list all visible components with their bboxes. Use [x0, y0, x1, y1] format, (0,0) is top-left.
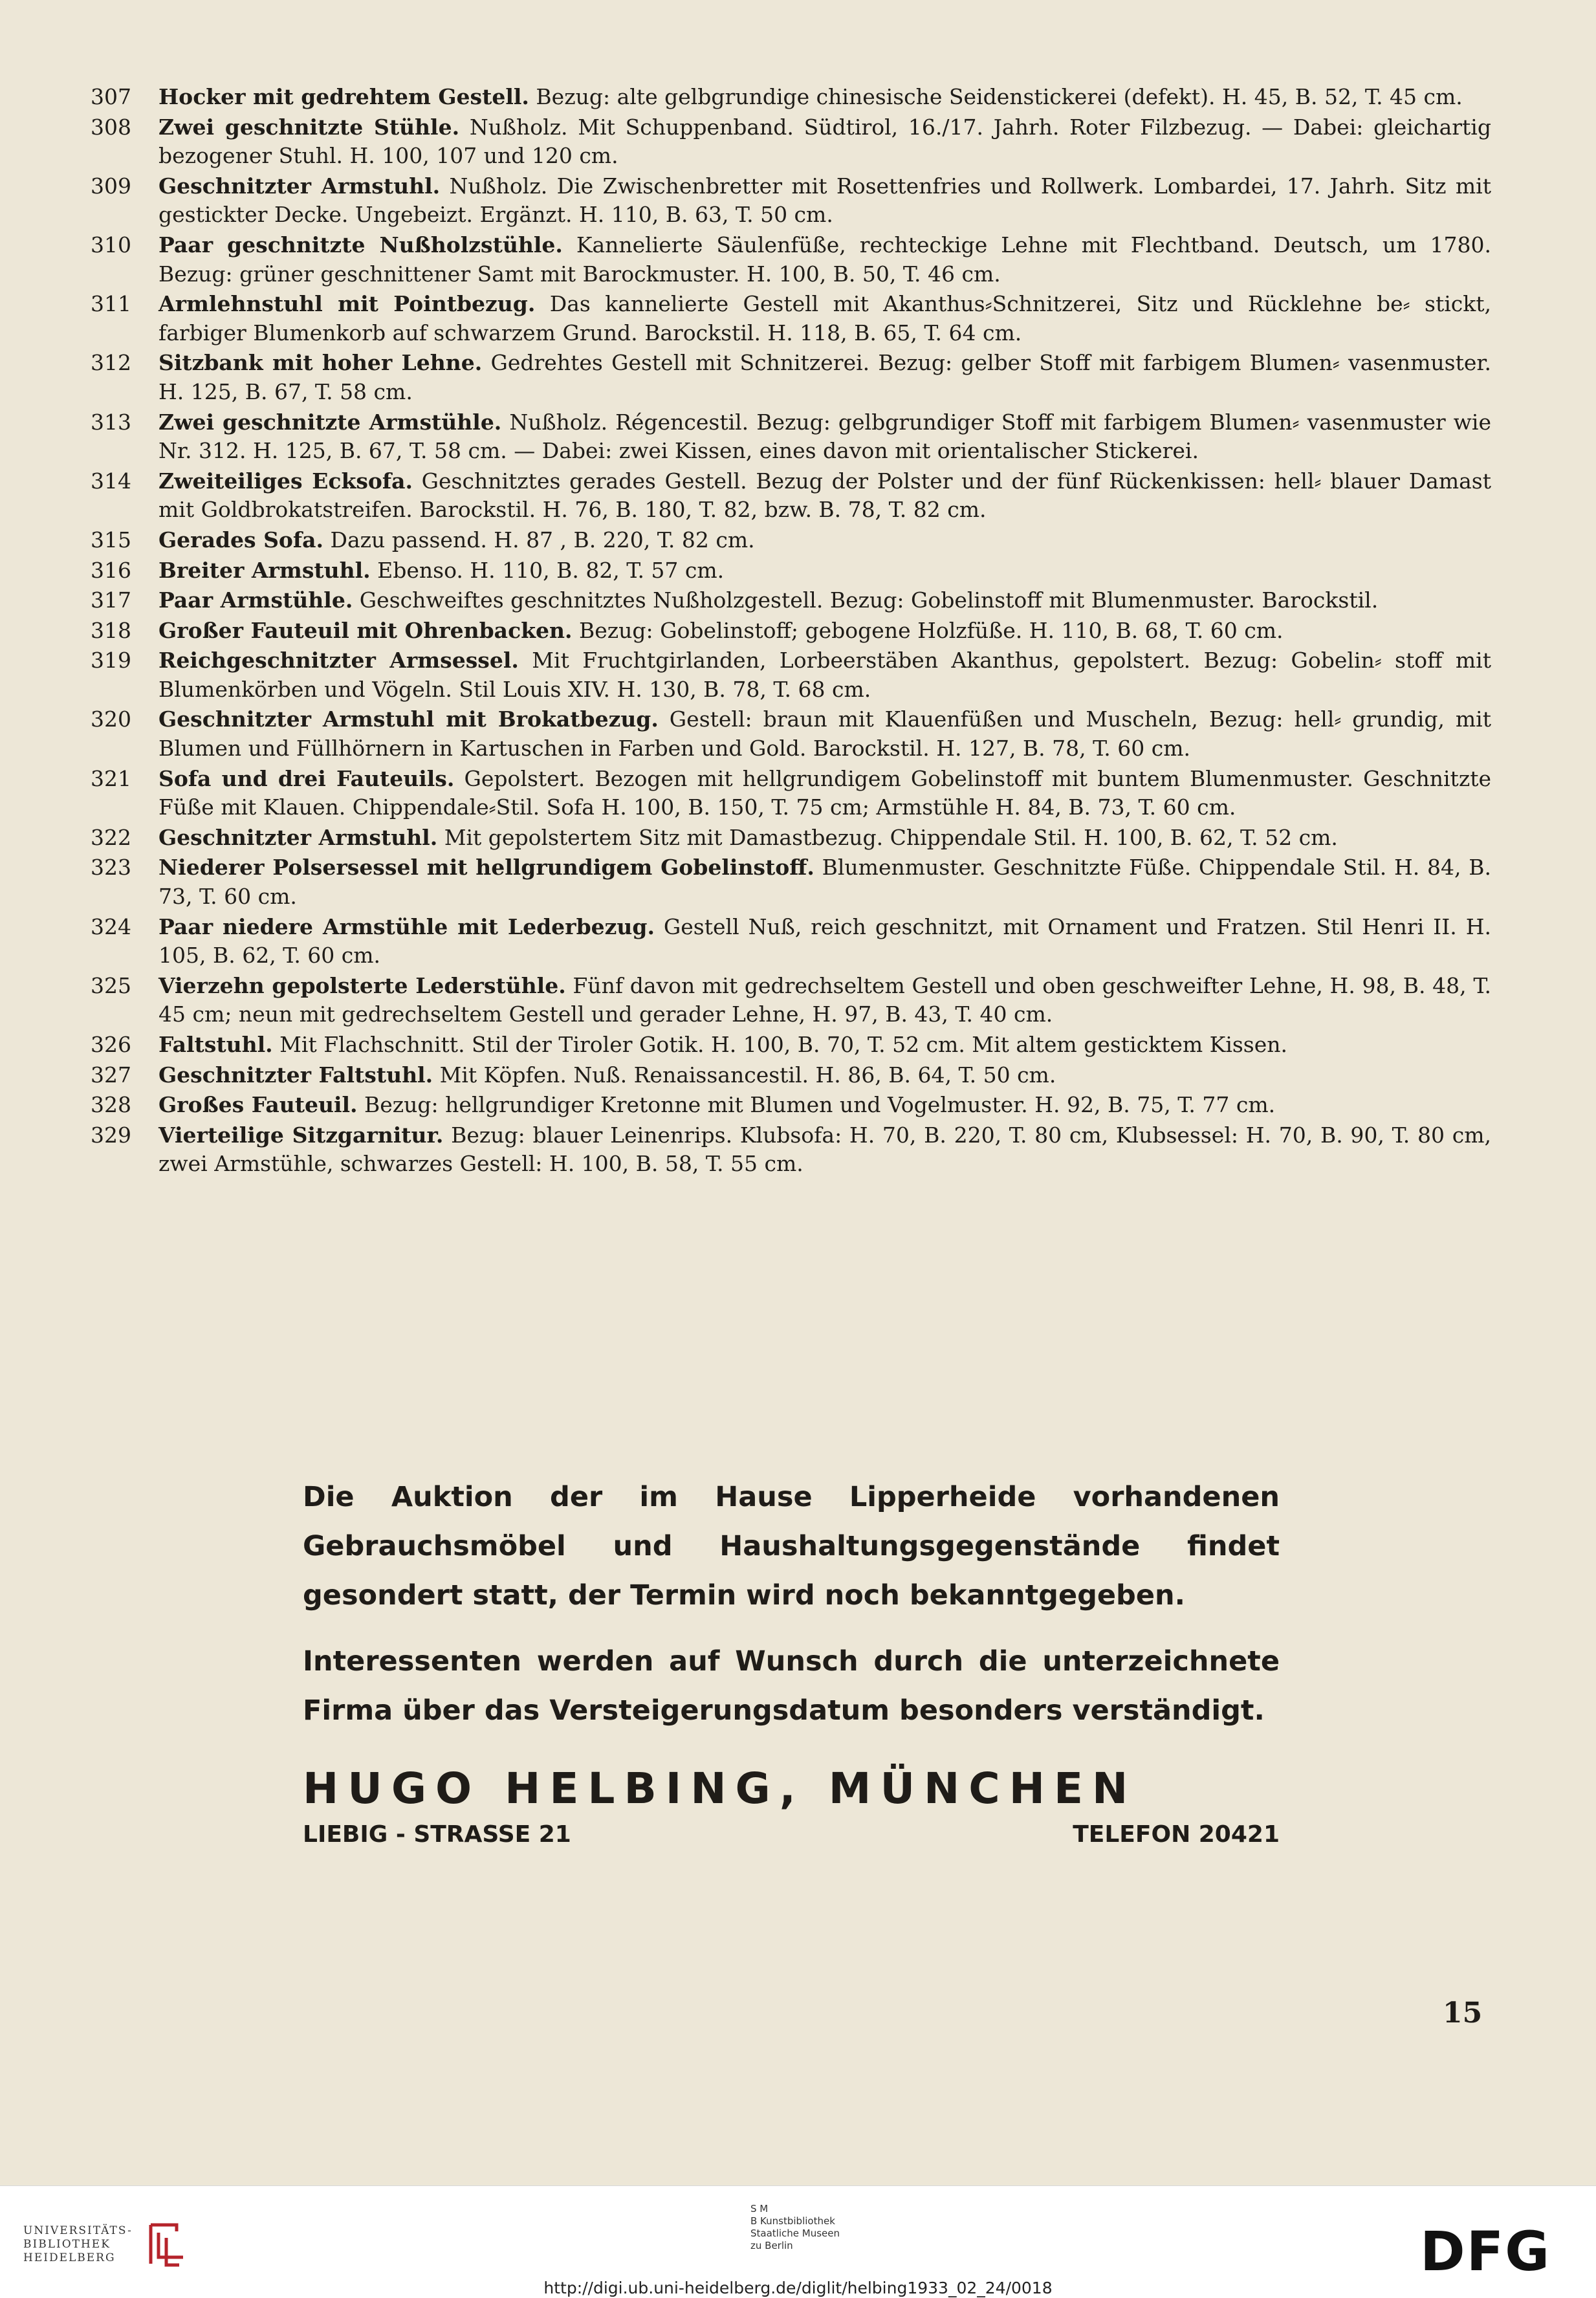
entry-description: Kannelierte Säulenfüße, rechteckige Lehne mit Flechtband. Deutsch, um 1780. Bezug: grüner geschnittener Samt mit Barockmuster. H. 100, B. 50, T. 46 cm. — [159, 232, 1491, 287]
catalog-entry — [91, 83, 1491, 112]
entry-number: 318 — [91, 617, 131, 643]
entry-description: Gestell Nuß, reich geschnitzt, mit Ornament und Fratzen. Stil Henri II. H. 105, B. 62, T. 60 cm. — [159, 914, 1491, 968]
catalog-entry — [91, 467, 1491, 525]
entry-number: 320 — [91, 706, 131, 732]
entry-title: Paar niedere Armstühle mit Lederbezug. — [159, 914, 655, 939]
ub-logo-text — [23, 2224, 133, 2265]
entry-title: Paar geschnitzte Nußholzstühle. — [159, 232, 563, 257]
entry-title: Sitzbank mit hoher Lehne. — [159, 350, 483, 376]
entry-number: 314 — [91, 468, 131, 494]
catalog-entry — [91, 853, 1491, 911]
ub-logo-line: BIBLIOTHEK — [23, 2237, 111, 2251]
ub-heidelberg-logo[interactable] — [23, 2218, 190, 2270]
firm-phone: TELEFON 20421 — [1073, 1821, 1280, 1848]
entry-title: Sofa und drei Fauteuils. — [159, 765, 455, 791]
smb-logo[interactable] — [750, 2203, 840, 2252]
digitization-footer — [0, 2185, 1596, 2298]
entry-description: Bezug: alte gelbgrundige chinesische Seidenstickerei (defekt). H. 45, B. 52, T. 45 cm. — [529, 84, 1463, 109]
catalog-entry — [91, 231, 1491, 289]
firm-contact — [303, 1821, 1280, 1848]
smb-logo-line: B Kunstbibliothek — [750, 2215, 835, 2227]
entry-description: Mit Köpfen. Nuß. Renaissancestil. H. 86, B. 64, T. 50 cm. — [433, 1062, 1056, 1088]
ub-logo-icon — [144, 2218, 190, 2270]
catalog-entry — [91, 408, 1491, 466]
entry-description: Gedrehtes Gestell mit Schnitzerei. Bezug: gelber Stoff mit farbigem Blumen⸗ vasenmuster. H. 125, B. 67, T. 58 cm. — [159, 350, 1491, 404]
catalog-entry — [91, 290, 1491, 347]
dfg-logo[interactable]: DFG — [1420, 2220, 1551, 2283]
entry-number: 328 — [91, 1092, 131, 1118]
catalog-entry — [91, 824, 1491, 853]
entry-description: Gestell: braun mit Klauenfüßen und Muscheln, Bezug: hell⸗ grundig, mit Blumen und Füllhörnern in Kartuschen in Farben und Gold. Barockstil. H. 127, B. 78, T. 60 cm. — [159, 706, 1491, 761]
entry-number: 311 — [91, 291, 131, 317]
entry-number: 329 — [91, 1122, 131, 1148]
entry-description: Bezug: Gobelinstoff; gebogene Holzfüße. H. 110, B. 68, T. 60 cm. — [572, 617, 1284, 643]
catalog-entry — [91, 526, 1491, 555]
entry-title: Zwei geschnitzte Stühle. — [159, 114, 460, 140]
catalog-entry — [91, 1031, 1491, 1060]
entry-title: Vierzehn gepolsterte Lederstühle. — [159, 972, 566, 998]
entry-description: Ebenso. H. 110, B. 82, T. 57 cm. — [370, 557, 725, 583]
entry-description: Dazu passend. H. 87 , B. 220, T. 82 cm. — [323, 527, 755, 553]
entry-description: Nußholz. Mit Schuppenband. Südtirol, 16./17. Jahrh. Roter Filzbezug. — Dabei: gleichartig bezogener Stuhl. H. 100, 107 und 120 cm. — [159, 114, 1491, 169]
catalog-entries — [91, 83, 1491, 1180]
entry-description: Mit Flachschnitt. Stil der Tiroler Gotik. H. 100, B. 70, T. 52 cm. Mit altem gesticktem Kissen. — [272, 1032, 1288, 1057]
entry-number: 312 — [91, 350, 131, 376]
entry-title: Niederer Polsersessel mit hellgrundigem Gobelinstoff. — [159, 855, 814, 881]
entry-description: Fünf davon mit gedrechseltem Gestell und oben geschweifter Lehne, H. 98, B. 48, T. 45 cm; neun mit gedrechseltem Gestell und gerader Lehne, H. 97, B. 43, T. 40 cm. — [159, 972, 1491, 1027]
entry-number: 324 — [91, 914, 131, 939]
catalog-entry — [91, 646, 1491, 704]
entry-title: Geschnitzter Armstuhl mit Brokatbezug. — [159, 706, 659, 732]
entry-number: 317 — [91, 587, 131, 613]
entry-number: 326 — [91, 1032, 131, 1057]
smb-logo-line: Staatliche Museen — [750, 2227, 840, 2239]
catalog-entry — [91, 972, 1491, 1029]
entry-title: Geschnitzter Armstuhl. — [159, 173, 441, 199]
notice-paragraph-1: Die Auktion der im Hause Lipperheide vorhandenen Gebrauchsmöbel und Haushaltungsgegenstände findet gesondert statt, der Termin wird noch bekanntgegeben. — [303, 1481, 1280, 1612]
catalog-entry — [91, 705, 1491, 763]
entry-number: 327 — [91, 1062, 131, 1088]
entry-description: Nußholz. Régencestil. Bezug: gelbgrundiger Stoff mit farbigem Blumen⸗ vasenmuster wie Nr. 312. H. 125, B. 67, T. 58 cm. — Dabei: zwei Kissen, eines davon mit orientalischer Stickerei. — [159, 409, 1492, 464]
entry-number: 321 — [91, 765, 131, 791]
firm-name: HUGO HELBING, MÜNCHEN — [303, 1764, 1137, 1813]
entry-number: 309 — [91, 173, 131, 199]
entry-title: Reichgeschnitzter Armsessel. — [159, 648, 519, 673]
catalog-entry — [91, 556, 1491, 585]
smb-logo-line: zu Berlin — [750, 2240, 793, 2251]
entry-number: 322 — [91, 824, 131, 850]
entry-description: Bezug: blauer Leinenrips. Klubsofa: H. 70, B. 220, T. 80 cm, Klubsessel: H. 70, B. 90, T. 80 cm, zwei Armstühle, schwarzes Gestell: H. 100, B. 58, T. 55 cm. — [159, 1122, 1491, 1177]
entry-title: Gerades Sofa. — [159, 527, 323, 553]
entry-number: 310 — [91, 232, 131, 257]
entry-title: Zweiteiliges Ecksofa. — [159, 468, 413, 494]
entry-title: Vierteilige Sitzgarnitur. — [159, 1122, 444, 1148]
catalog-entry — [91, 1091, 1491, 1120]
entry-description: Bezug: hellgrundiger Kretonne mit Blumen und Vogelmuster. H. 92, B. 75, T. 77 cm. — [357, 1092, 1276, 1118]
entry-description: Das kannelierte Gestell mit Akanthus⸗Schnitzerei, Sitz und Rücklehne be⸗ stickt, farbiger Blumenkorb auf schwarzem Grund. Barockstil. H. 118, B. 65, T. 64 cm. — [159, 291, 1491, 345]
entry-title: Faltstuhl. — [159, 1032, 273, 1057]
entry-number: 316 — [91, 557, 131, 583]
entry-title: Paar Armstühle. — [159, 587, 353, 613]
entry-description: Gepolstert. Bezogen mit hellgrundigem Gobelinstoff mit buntem Blumenmuster. Geschnitzte Füße mit Klauen. Chippendale⸗Stil. Sofa H. 100, B. 150, T. 75 cm; Armstühle H. 84, B. 73, T. 60 cm. — [159, 765, 1491, 820]
catalog-entry — [91, 349, 1491, 406]
entry-description: Geschnitztes gerades Gestell. Bezug der Polster und der fünf Rückenkissen: hell⸗ blauer Damast mit Goldbrokatstreifen. Barockstil. H. 76, B. 180, T. 82, bzw. B. 78, T. 82 cm. — [159, 468, 1492, 523]
smb-logo-line: S M — [750, 2203, 769, 2215]
page-number: 15 — [1443, 1997, 1483, 2030]
entry-description: Mit gepolstertem Sitz mit Damastbezug. Chippendale Stil. H. 100, B. 62, T. 52 cm. — [437, 824, 1338, 850]
catalog-entry — [91, 1121, 1491, 1179]
entry-number: 313 — [91, 409, 131, 435]
catalog-entry — [91, 1061, 1491, 1090]
entry-title: Armlehnstuhl mit Pointbezug. — [159, 291, 536, 317]
entry-number: 308 — [91, 114, 131, 140]
catalog-entry — [91, 172, 1491, 230]
entry-title: Hocker mit gedrehtem Gestell. — [159, 84, 529, 109]
entry-number: 319 — [91, 648, 131, 673]
entry-description: Geschweiftes geschnitztes Nußholzgestell. Bezug: Gobelinstoff mit Blumenmuster. Barockstil. — [353, 587, 1379, 613]
catalog-entry — [91, 586, 1491, 615]
entry-description: Blumenmuster. Geschnitzte Füße. Chippendale Stil. H. 84, B. 73, T. 60 cm. — [159, 855, 1491, 910]
catalog-entry — [91, 617, 1491, 646]
auction-notice — [303, 1472, 1280, 1848]
entry-description: Nußholz. Die Zwischenbretter mit Rosettenfries und Rollwerk. Lombardei, 17. Jahrh. Sitz mit gestickter Decke. Ungebeizt. Ergänzt. H. 110, B. 63, T. 50 cm. — [159, 173, 1491, 228]
firm-address: LIEBIG - STRASSE 21 — [303, 1821, 571, 1848]
entry-number: 325 — [91, 972, 131, 998]
entry-number: 315 — [91, 527, 131, 553]
catalog-entry — [91, 765, 1491, 822]
entry-title: Geschnitzter Armstuhl. — [159, 824, 438, 850]
entry-description: Mit Fruchtgirlanden, Lorbeerstäben Akanthus, gepolstert. Bezug: Gobelin⸗ stoff mit Blumenkörben und Vögeln. Stil Louis XIV. H. 130, B. 78, T. 68 cm. — [159, 648, 1492, 702]
notice-paragraph-2: Interessenten werden auf Wunsch durch die unterzeichnete Firma über das Versteigerungsdatum besonders verständigt. — [303, 1645, 1280, 1727]
entry-number: 323 — [91, 855, 131, 881]
entry-number: 307 — [91, 84, 131, 109]
entry-title: Breiter Armstuhl. — [159, 557, 371, 583]
entry-title: Großer Fauteuil mit Ohrenbacken. — [159, 617, 573, 643]
permalink-url[interactable]: http://digi.ub.uni-heidelberg.de/diglit/helbing1933_02_24/0018 — [543, 2279, 1053, 2297]
ub-logo-line: UNIVERSITÄTS- — [23, 2224, 133, 2237]
ub-logo-line: HEIDELBERG — [23, 2251, 116, 2264]
catalog-entry — [91, 113, 1491, 171]
entry-title: Geschnitzter Faltstuhl. — [159, 1062, 433, 1088]
entry-title: Großes Fauteuil. — [159, 1092, 358, 1118]
catalog-entry — [91, 913, 1491, 970]
entry-title: Zwei geschnitzte Armstühle. — [159, 409, 502, 435]
